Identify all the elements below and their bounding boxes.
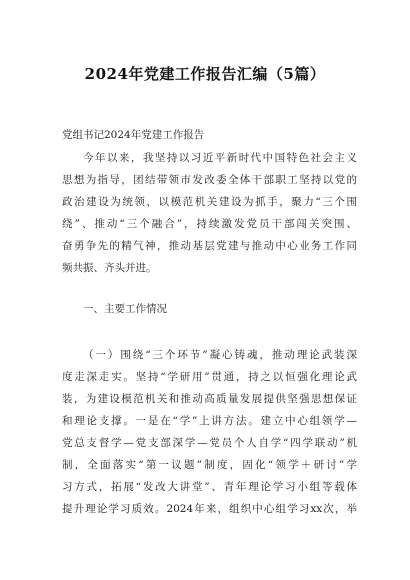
section-line: （一）围绕“三个环节”凝心铸魂，推动理论武装深 — [83, 349, 357, 361]
section-line: 习方式，拓展“发改大讲堂”、青年理论学习小组等载体 — [62, 481, 357, 493]
section-paragraph — [62, 344, 357, 520]
section-line: 提升理论学习质效。2024年来，组织中心组学习xx次，举 — [62, 503, 357, 515]
intro-line: 思想为指导，团结带领市发改委全体干部职工坚持以党的 — [62, 174, 357, 186]
document-title: 2024年党建工作报告汇编（5篇） — [84, 65, 326, 83]
section-line: 和理论支撑。一是在“学”上讲方法。建立中心组领学— — [62, 415, 357, 427]
section-line: 装，为建设模范机关和推动高质量发展提供坚强思想保证 — [62, 393, 357, 405]
intro-line: 政治建设为统领，以模范机关建设为抓手，聚力“三个围 — [62, 196, 357, 208]
intro-line: 奋勇争先的精气神，推动基层党建与推动中心业务工作同 — [62, 240, 357, 252]
report-subtitle: 党组书记2024年党建工作报告 — [62, 129, 205, 141]
intro-line: 绕”、推动“三个融合”，持续激发党员干部闯关突围、 — [62, 218, 357, 230]
intro-line: 频共振、齐头并进。 — [62, 262, 157, 274]
intro-paragraph — [62, 147, 357, 279]
section-heading: 一、主要工作情况 — [83, 303, 167, 315]
section-line: 制，全面落实“第一议题”制度，固化“领学＋研讨”学 — [62, 459, 357, 471]
intro-line: 今年以来，我坚持以习近平新时代中国特色社会主义 — [83, 152, 357, 164]
section-line: 度走深走实。坚持“学研用”贯通，持之以恒强化理论武 — [62, 371, 357, 383]
section-line: 党总支督学—党支部深学—党员个人自学“四学联动”机 — [62, 437, 357, 449]
